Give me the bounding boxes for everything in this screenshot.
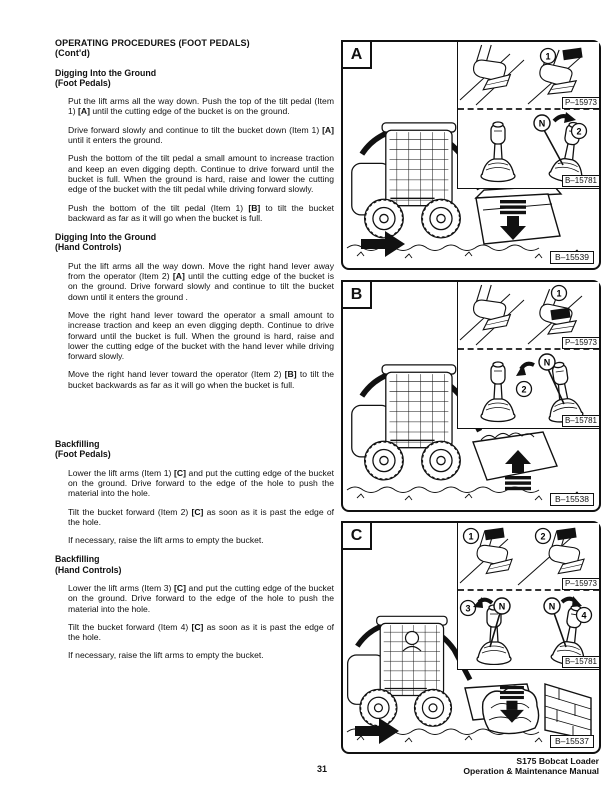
svg-text:1: 1 xyxy=(468,531,474,542)
paragraph: Drive forward slowly and continue to tilt the bucket down (Item 1) [A] until it enters the ground. xyxy=(68,124,334,146)
lever-illustration xyxy=(458,350,597,424)
section-heading: Digging Into the Ground (Hand Controls) xyxy=(55,232,157,253)
figure-tag: P–15973 xyxy=(562,97,600,109)
svg-text:3: 3 xyxy=(465,603,471,614)
page-title xyxy=(55,38,334,59)
text-column xyxy=(55,38,334,661)
paragraph: Tilt the bucket forward (Item 2) [C] as soon as it is past the edge of the hole. xyxy=(68,506,334,527)
svg-text:2: 2 xyxy=(521,384,527,395)
svg-text:1: 1 xyxy=(545,51,551,62)
figure-tag: B–15781 xyxy=(562,415,600,427)
controls-inset xyxy=(457,42,599,189)
section-digging-hand-controls xyxy=(55,232,334,390)
paragraph: Tilt the bucket forward (Item 4) [C] as soon as it is past the edge of the hole. xyxy=(68,621,334,643)
paragraph: Push the bottom of the tilt pedal a small amount to increase traction and keep an even digging depth. Continue to drive forward until the bucket is full. When the ground is hard, raise and lower the cutting edge of the bucket with the tilt pedal while driving forward slowly. xyxy=(68,153,334,195)
manual-subtitle: Operation & Maintenance Manual xyxy=(463,766,599,777)
paragraph: If necessary, raise the lift arms to empty the bucket. xyxy=(68,535,264,546)
paragraph: Move the right hand lever toward the operator (Item 2) [B] to tilt the bucket backwards as far as it will go when the bucket is full. xyxy=(68,369,335,390)
figure-tag: P–15973 xyxy=(562,337,600,349)
svg-text:N: N xyxy=(538,118,546,129)
svg-text:1: 1 xyxy=(556,288,562,299)
page-number: 31 xyxy=(316,764,327,774)
section-heading: Backfilling (Foot Pedals) xyxy=(55,439,111,460)
figure-tag: B–15538 xyxy=(550,493,594,506)
foot-pedal-figure xyxy=(458,282,599,350)
svg-text:N: N xyxy=(548,601,556,612)
section-digging-foot-pedals xyxy=(55,68,334,224)
section-heading: Backfilling (Hand Controls) xyxy=(55,554,122,575)
svg-text:2: 2 xyxy=(576,126,582,137)
foot-pedal-figure xyxy=(458,523,599,591)
page-title-line2: (Cont'd) xyxy=(55,48,90,59)
lever-illustration xyxy=(458,591,597,665)
section-heading: Digging Into the Ground (Foot Pedals) xyxy=(55,67,157,88)
paragraph: Lower the lift arms (Item 1) [C] and put the cutting edge of the bucket on the ground. Drive forward to the edge of the hole to push the material into the hole. xyxy=(68,467,335,499)
svg-text:N: N xyxy=(498,601,506,612)
figure-tag: B–15537 xyxy=(550,735,594,748)
panel-letter: C xyxy=(341,521,372,550)
lever-illustration xyxy=(458,110,597,184)
figure-tag: P–15973 xyxy=(562,578,600,590)
section-backfilling-hand-controls xyxy=(55,554,334,660)
panel-letter: A xyxy=(341,40,372,69)
controls-inset xyxy=(457,523,599,670)
figure-tag: B–15781 xyxy=(562,175,600,187)
svg-text:N: N xyxy=(543,357,551,368)
figure-tag: B–15781 xyxy=(562,656,600,668)
page-title-line1: OPERATING PROCEDURES (FOOT PEDALS) xyxy=(55,38,250,48)
hand-lever-figure xyxy=(458,110,599,186)
section-backfilling-foot-pedals xyxy=(55,439,334,545)
paragraph: Lower the lift arms (Item 3) [C] and put the cutting edge of the bucket on the ground. Drive forward to the edge of the hole to push the material into the hole. xyxy=(68,582,335,614)
figure-panel-a xyxy=(341,40,601,270)
figure-panel-b xyxy=(341,280,601,512)
svg-text:4: 4 xyxy=(581,610,587,621)
figure-tag: B–15539 xyxy=(550,251,594,264)
paragraph: Move the right hand lever toward the operator a small amount to increase traction and keep an even digging depth. Continue to drive forward until the bucket is full. When the ground is hard, raise and lower the cutting edge of the bucket with the hand lever while driving forward slowly. xyxy=(68,309,334,362)
figure-panel-c xyxy=(341,521,601,754)
svg-text:2: 2 xyxy=(540,531,546,542)
paragraph: Put the lift arms all the way down. Push the top of the tilt pedal (Item 1) [A] until the cutting edge of the bucket is on the ground. xyxy=(68,96,334,117)
paragraph: Put the lift arms all the way down. Move the right hand lever away from the operator (Item 2) [A] until the cutting edge of the bucket is on the ground. Drive forward slowly and continue to tilt the bucket down until it enters the ground . xyxy=(68,260,335,302)
panel-letter: B xyxy=(341,280,372,309)
hand-lever-figure xyxy=(458,350,599,426)
paragraph: Push the bottom of the tilt pedal (Item 1) [B] to tilt the bucket backward as far as it will go when the bucket is full. xyxy=(68,202,335,223)
controls-inset xyxy=(457,282,599,429)
manual-title: S175 Bobcat Loader xyxy=(516,756,599,766)
manual-footer xyxy=(463,756,599,777)
foot-pedal-figure xyxy=(458,42,599,110)
hand-lever-figure xyxy=(458,591,599,667)
paragraph: If necessary, raise the lift arms to empty the bucket. xyxy=(68,650,264,661)
